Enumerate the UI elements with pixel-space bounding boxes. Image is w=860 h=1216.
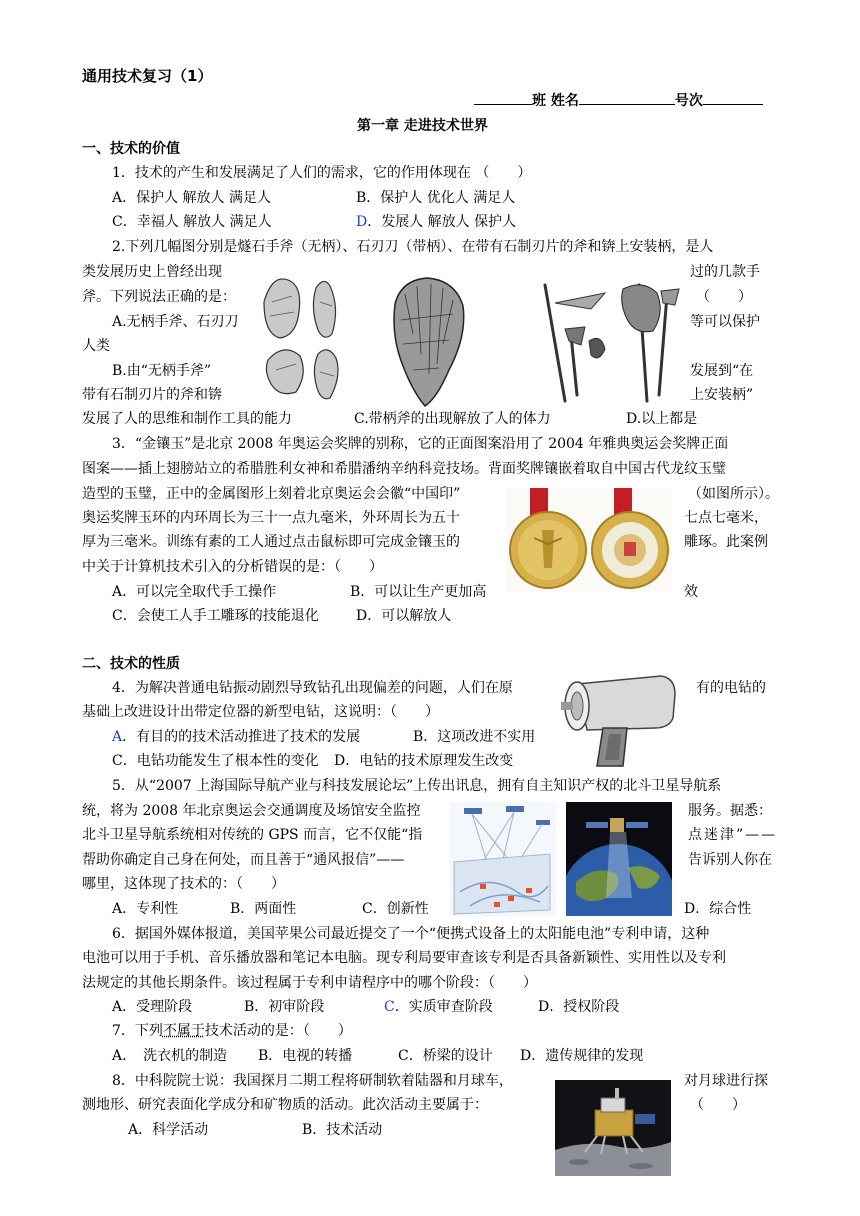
q2-option-b: B.由“无柄手斧” xyxy=(112,363,212,379)
q3-line1: 3．“金镶玉”是北京 2008 年奥运会奖牌的别称，它的正面图案沿用了 2004 年雅典奥运会奖牌正面 xyxy=(112,436,729,452)
q7-option-c: C．桥梁的设计 xyxy=(398,1048,493,1064)
q5-line1: 5．从“2007 上海国际导航产业与科技发展论坛”上传出讯息，拥有自主知识产权的北斗卫星导航系 xyxy=(112,778,722,794)
section1-heading: 一、技术的价值 xyxy=(82,141,180,157)
q5-option-a: A．专利性 xyxy=(112,901,179,917)
q2-option-b-line2: 带有石制刃片的斧和锛 xyxy=(82,387,222,403)
class-label: 班 xyxy=(532,93,546,109)
doc-title: 通用技术复习（1） xyxy=(82,67,213,85)
q8-line2a: 测地形、研究表面化学成分和矿物质的活动。此次活动主要属于： xyxy=(82,1097,488,1113)
q8-line2b: （ ） xyxy=(690,1097,746,1113)
q2-option-a: A.无柄手斧、石刃刀 xyxy=(112,314,239,330)
q5-line3a: 北斗卫星导航系统相对传统的 GPS 而言，它不仅能“指 xyxy=(82,827,423,843)
number-label: 号次 xyxy=(674,93,703,109)
q2-option-b-line2-cont: 上安装柄” xyxy=(690,387,754,403)
q5-line2a: 统，将为 2008 年北京奥运会交通调度及场馆安全监控 xyxy=(82,803,421,819)
q4-option-a: A．有目的的技术活动推进了技术的发展 xyxy=(112,729,361,745)
q7-emphasis: 不属于 xyxy=(162,1023,205,1039)
q5-option-b: B．两面性 xyxy=(230,901,297,917)
q2-option-a-end: 人类 xyxy=(82,338,110,354)
q1-option-b: B．保护人 优化人 满足人 xyxy=(356,190,516,206)
q4-option-d: D．电钻的技术原理发生改变 xyxy=(334,753,514,769)
chapter-title: 第一章 走进技术世界 xyxy=(357,118,488,134)
q5-line3b: 点迷津”—— xyxy=(688,827,778,843)
olympic-medals-image xyxy=(506,488,672,592)
q5-line2b: 服务。据悉： xyxy=(688,803,772,819)
q3-line5a: 厚为三毫米。训练有素的工人通过点击鼠标即可完成金镶玉的 xyxy=(82,534,460,550)
q2-option-b-cont: 发展到“在 xyxy=(690,363,754,379)
q3-line3b: （如图所示）。 xyxy=(688,486,779,502)
q3-line5b: 雕琢。此案例 xyxy=(684,534,768,550)
q3-line4a: 奥运奖牌玉环的内环周长为三十一点九毫米，外环周长为五十 xyxy=(82,510,460,526)
q2-option-a-cont: 等可以保护 xyxy=(690,314,760,330)
q1-stem: 1．技术的产生和发展满足了人们的需求，它的作用体现在 （ ） xyxy=(112,165,532,181)
q7-stem: 7．下列不属于技术活动的是：（ ） xyxy=(112,1023,352,1039)
q7-option-b: B．电视的转播 xyxy=(258,1048,353,1064)
q4-line2: 基础上改进设计出带定位器的新型电钻，这说明：（ ） xyxy=(82,704,439,720)
q6-line1: 6．据国外媒体报道，美国苹果公司最近提交了一个“便携式设备上的太阳能电池”专利申请，这种 xyxy=(112,926,710,942)
satellite-earth-image xyxy=(566,802,672,916)
q5-option-c: C．创新性 xyxy=(362,901,429,917)
q2-option-d: D.以上都是 xyxy=(626,411,698,427)
q6-option-a: A．受理阶段 xyxy=(112,999,193,1015)
q4-answer-letter: A xyxy=(112,729,123,745)
q5-line5: 哪里，这体现了技术的：（ ） xyxy=(82,876,285,892)
section2-heading: 二、技术的性质 xyxy=(82,656,180,672)
q8-line1a: 8．中科院院士说：我国探月二期工程将研制软着陆器和月球车， xyxy=(112,1073,513,1089)
q5-option-d: D．综合性 xyxy=(684,901,752,917)
q6-option-c: C．实质审查阶段 xyxy=(384,999,493,1015)
q3-line6: 中关于计算机技术引入的分析错误的是：（ ） xyxy=(82,559,383,575)
q3-line4b: 七点七毫米， xyxy=(684,510,768,526)
class-blank[interactable] xyxy=(474,90,532,105)
q2-line2b: 过的几款手 xyxy=(690,264,760,280)
q5-line4b: 告诉别人你在 xyxy=(688,852,772,868)
q6-answer-letter: C xyxy=(384,999,395,1015)
name-label: 姓名 xyxy=(550,93,579,109)
q1-option-a: A．保护人 解放人 满足人 xyxy=(112,190,272,206)
satellite-navigation-diagram-image xyxy=(450,802,556,916)
q6-option-d: D．授权阶段 xyxy=(538,999,620,1015)
q4-option-c: C．电钻功能发生了根本性的变化 xyxy=(112,753,319,769)
q3-line3a: 造型的玉璧，正中的金属图形上刻着北京奥运会会徽“中国印” xyxy=(82,486,461,502)
q3-option-b-cont: 效 xyxy=(684,584,698,600)
q6-line2: 电池可以用于手机、音乐播放器和笔记本电脑。现专利局要审查该专利是否具备新颖性、实用性以及专利 xyxy=(82,950,726,966)
stone-handaxe-image xyxy=(258,272,356,412)
electric-drill-image xyxy=(557,664,683,768)
q1-option-c: C．幸福人 解放人 满足人 xyxy=(112,214,272,230)
q4-option-b: B．这项改进不实用 xyxy=(413,729,536,745)
hafted-axes-image xyxy=(535,275,687,405)
q1-answer-letter: D xyxy=(356,214,368,230)
q6-option-b: B．初审阶段 xyxy=(244,999,325,1015)
name-blank[interactable] xyxy=(579,90,675,105)
q4-line1b: 有的电钻的 xyxy=(696,680,766,696)
q8-line1b: 对月球进行探 xyxy=(684,1073,768,1089)
student-info-line xyxy=(474,90,763,111)
q7-option-a: A． 洗衣机的制造 xyxy=(112,1048,228,1064)
q3-line2: 图案——插上翅膀站立的希腊胜利女神和希腊潘纳辛纳科竞技场。背面奖牌镶嵌着取自中国古代龙纹玉璧 xyxy=(82,461,726,477)
number-blank[interactable] xyxy=(703,90,763,105)
q3-option-d: D．可以解放人 xyxy=(356,608,452,624)
q1-option-d: D．发展人 解放人 保护人 xyxy=(356,214,517,230)
q2-option-b-end: 发展了人的思维和制作工具的能力 xyxy=(82,411,292,427)
q3-option-a: A．可以完全取代手工操作 xyxy=(112,584,277,600)
q7-option-d: D．遗传规律的发现 xyxy=(520,1048,644,1064)
q8-option-b: B．技术活动 xyxy=(302,1122,383,1138)
stone-blade-knife-image xyxy=(383,274,473,410)
q2-line2a: 类发展历史上曾经出现 xyxy=(82,264,222,280)
q3-option-b: B．可以让生产更加高 xyxy=(350,584,487,600)
q2-line3b: （ ） xyxy=(696,289,752,305)
q5-line4a: 帮助你确定自己身在何处，而且善于“通风报信”—— xyxy=(82,852,405,868)
lunar-lander-image xyxy=(555,1080,671,1176)
q6-line3: 法规定的其他长期条件。该过程属于专利申请程序中的哪个阶段：（ ） xyxy=(82,975,537,991)
q8-option-a: A．科学活动 xyxy=(128,1122,209,1138)
q2-line3a: 斧。下列说法正确的是： xyxy=(82,289,236,305)
q2-option-c: C.带柄斧的出现解放了人的体力 xyxy=(354,411,551,427)
q2-line1: 2.下列几幅图分别是燧石手斧（无柄）、石刃刀（带柄）、在带有石制刃片的斧和锛上安装柄，是人 xyxy=(112,239,714,255)
q4-line1a: 4．为解决普通电钻振动剧烈导致钻孔出现偏差的问题，人们在原 xyxy=(112,680,513,696)
q3-option-c: C．会使工人手工雕琢的技能退化 xyxy=(112,608,319,624)
